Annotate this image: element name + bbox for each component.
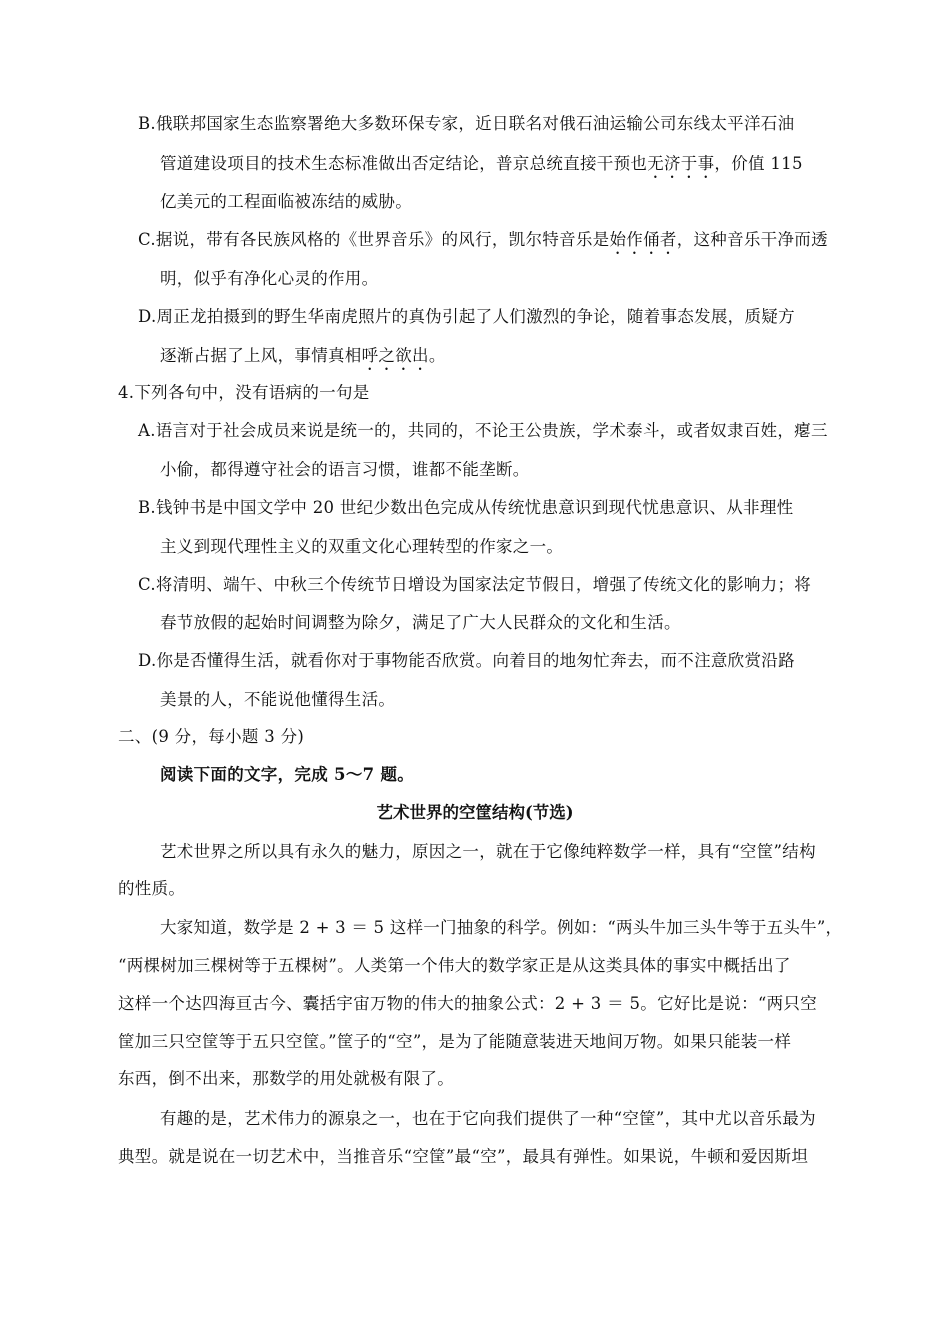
article-p3-line2: 典型。就是说在一切艺术中，当推音乐“空筐”最“空”，最具有弹性。如果说，牛顿和爱因斯坦 xyxy=(118,1147,809,1166)
q3-option-b-emphasis: 无济于事 xyxy=(647,154,715,173)
q3-option-b-line2-tail: ，价值 115 xyxy=(714,154,803,173)
article-p2-line1: 大家知道，数学是 2 + 3 ＝ 5 这样一门抽象的科学。例如：“两头牛加三头牛等于五头牛”， xyxy=(160,918,843,937)
q3-option-d-emphasis: 呼之欲出 xyxy=(361,346,429,365)
q3-option-c-emphasis: 始作俑者 xyxy=(609,230,677,249)
section-2-header: 二、(9 分，每小题 3 分) xyxy=(118,727,305,746)
q3-option-c-line1-text: C.据说，带有各民族风格的《世界音乐》的风行，凯尔特音乐是 xyxy=(138,230,610,249)
q4-option-c-line1: C.将清明、端午、中秋三个传统节日增设为国家法定节假日，增强了传统文化的影响力；将 xyxy=(138,575,812,594)
reading-instruction: 阅读下面的文字，完成 5～7 题。 xyxy=(160,765,415,784)
q3-option-d-line2 xyxy=(160,345,446,374)
q4-option-d-line1: D.你是否懂得生活，就看你对于事物能否欣赏。向着目的地匆忙奔去，而不注意欣赏沿路 xyxy=(138,651,795,670)
q4-option-b-line2: 主义到现代理性主义的双重文化心理转型的作家之一。 xyxy=(160,537,564,556)
q3-option-c-line2: 明，似乎有净化心灵的作用。 xyxy=(160,269,379,288)
q4-option-b-line1: B.钱钟书是中国文学中 20 世纪少数出色完成从传统忧患意识到现代忧患意识、从非理性 xyxy=(138,498,794,517)
q4-option-a-line2: 小偷，都得遵守社会的语言习惯，谁都不能垄断。 xyxy=(160,460,530,479)
article-p2-line4: 筐加三只空筐等于五只空筐。”筐子的“空”，是为了能随意装进天地间万物。如果只能装一样 xyxy=(118,1032,792,1051)
article-p1-line1: 艺术世界之所以具有永久的魅力，原因之一，就在于它像纯粹数学一样，具有“空筐”结构 xyxy=(160,842,816,861)
q3-option-d-line2-text: 逐渐占据了上风，事情真相 xyxy=(160,346,362,365)
article-p3-line1: 有趣的是，艺术伟力的源泉之一，也在于它向我们提供了一种“空筐”，其中尤以音乐最为 xyxy=(160,1109,816,1128)
q3-option-b-line2-text: 管道建设项目的技术生态标准做出否定结论，普京总统直接干预也 xyxy=(160,154,648,173)
q3-option-d-line2-tail: 。 xyxy=(428,346,446,365)
q3-option-b-line2 xyxy=(160,153,803,182)
article-p1-line2: 的性质。 xyxy=(118,879,186,898)
q3-option-c-line1-tail: ，这种音乐干净而透 xyxy=(676,230,828,249)
article-p2-line5: 东西，倒不出来，那数学的用处就极有限了。 xyxy=(118,1069,454,1088)
q3-option-c-line1 xyxy=(138,229,828,258)
q3-option-b-line3: 亿美元的工程面临被冻结的威胁。 xyxy=(160,192,412,211)
q3-option-d-line1: D.周正龙拍摄到的野生华南虎照片的真伪引起了人们激烈的争论，随着事态发展，质疑方 xyxy=(138,307,795,326)
article-title: 艺术世界的空筐结构(节选) xyxy=(376,803,574,822)
article-p2-line2: “两棵树加三棵树等于五棵树”。人类第一个伟大的数学家正是从这类具体的事实中概括出了 xyxy=(118,956,791,975)
q4-option-d-line2: 美景的人，不能说他懂得生活。 xyxy=(160,690,396,709)
q4-stem: 4.下列各句中，没有语病的一句是 xyxy=(118,383,370,402)
q3-option-b-line1: B.俄联邦国家生态监察署绝大多数环保专家，近日联名对俄石油运输公司东线太平洋石油 xyxy=(138,114,795,133)
q4-option-c-line2: 春节放假的起始时间调整为除夕，满足了广大人民群众的文化和生活。 xyxy=(160,613,681,632)
q4-option-a-line1: A.语言对于社会成员来说是统一的，共同的，不论王公贵族，学术泰斗，或者奴隶百姓，瘪三 xyxy=(138,421,828,440)
article-p2-line3: 这样一个达四海亘古今、囊括宇宙万物的伟大的抽象公式：2 + 3 ＝ 5。它好比是说：“两只空 xyxy=(118,994,818,1013)
